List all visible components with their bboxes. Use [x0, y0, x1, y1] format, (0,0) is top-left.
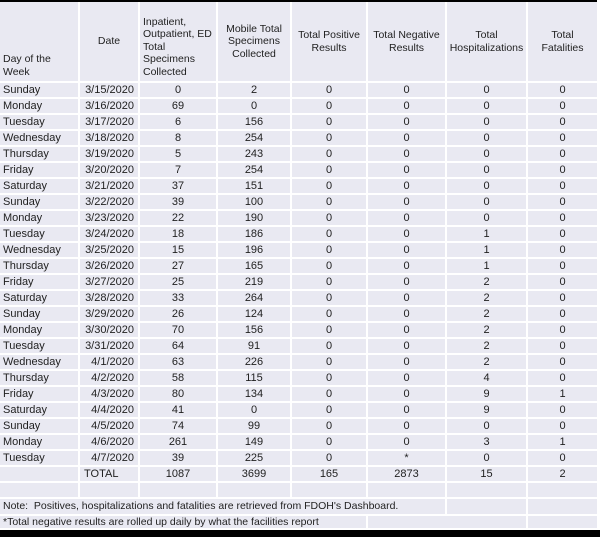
cell-day-of-week: Tuesday	[0, 227, 80, 243]
cell-positive-results: 0	[292, 259, 368, 275]
column-header-hospitalizations: Total Hospitalizations	[447, 2, 528, 83]
total-cell-positive-results: 165	[292, 467, 368, 483]
table-row	[0, 115, 597, 131]
cell-day-of-week: Sunday	[0, 419, 80, 435]
cell-date: 3/19/2020	[80, 147, 140, 163]
cell-day-of-week: Saturday	[0, 291, 80, 307]
cell-inpatient-specimens: 6	[140, 115, 218, 131]
total-row	[0, 467, 597, 483]
cell-hospitalizations: 0	[447, 179, 528, 195]
cell-date: 3/31/2020	[80, 339, 140, 355]
cell-negative-results: 0	[368, 403, 447, 419]
cell-positive-results: 0	[292, 451, 368, 467]
cell-fatalities: 1	[528, 435, 597, 451]
table-row	[0, 307, 597, 323]
cell-fatalities: 0	[528, 211, 597, 227]
cell-inpatient-specimens: 0	[140, 83, 218, 99]
cell-day-of-week: Saturday	[0, 403, 80, 419]
cell-negative-results: 0	[368, 115, 447, 131]
cell-mobile-specimens: 254	[218, 131, 292, 147]
cell-date: 4/7/2020	[80, 451, 140, 467]
empty-cell	[447, 483, 528, 499]
cell-inpatient-specimens: 5	[140, 147, 218, 163]
note-fdoh-dashboard: Note: Positives, hospitalizations and fatalities are retrieved from FDOH's Dashboard.	[0, 499, 447, 516]
cell-day-of-week: Thursday	[0, 371, 80, 387]
table-row	[0, 195, 597, 211]
cell-date: 4/1/2020	[80, 355, 140, 371]
cell-positive-results: 0	[292, 83, 368, 99]
table-row	[0, 291, 597, 307]
cell-fatalities: 0	[528, 339, 597, 355]
cell-day-of-week: Wednesday	[0, 355, 80, 371]
cell-day-of-week: Monday	[0, 323, 80, 339]
table-row	[0, 163, 597, 179]
table-row	[0, 323, 597, 339]
cell-fatalities: 0	[528, 355, 597, 371]
cell-fatalities: 0	[528, 371, 597, 387]
cell-mobile-specimens: 134	[218, 387, 292, 403]
table-row	[0, 403, 597, 419]
cell-day-of-week: Friday	[0, 163, 80, 179]
cell-hospitalizations: 0	[447, 451, 528, 467]
cell-inpatient-specimens: 33	[140, 291, 218, 307]
cell-positive-results: 0	[292, 243, 368, 259]
table-row	[0, 275, 597, 291]
cell-negative-results: 0	[368, 339, 447, 355]
cell-mobile-specimens: 149	[218, 435, 292, 451]
cell-negative-results: 0	[368, 227, 447, 243]
cell-positive-results: 0	[292, 211, 368, 227]
cell-date: 3/28/2020	[80, 291, 140, 307]
total-cell-day-of-week	[0, 467, 80, 483]
cell-mobile-specimens: 226	[218, 355, 292, 371]
table-row	[0, 355, 597, 371]
cell-positive-results: 0	[292, 195, 368, 211]
cell-mobile-specimens: 100	[218, 195, 292, 211]
table-row	[0, 131, 597, 147]
cell-fatalities: 1	[528, 387, 597, 403]
column-header-date: Date	[80, 2, 140, 83]
note-row-negative-results	[0, 516, 597, 530]
cell-hospitalizations: 0	[447, 211, 528, 227]
cell-negative-results: 0	[368, 291, 447, 307]
cell-day-of-week: Saturday	[0, 179, 80, 195]
cell-hospitalizations: 1	[447, 243, 528, 259]
cell-hospitalizations: 0	[447, 419, 528, 435]
cell-date: 3/29/2020	[80, 307, 140, 323]
cell-hospitalizations: 0	[447, 99, 528, 115]
cell-positive-results: 0	[292, 339, 368, 355]
cell-negative-results: 0	[368, 163, 447, 179]
cell-hospitalizations: 2	[447, 291, 528, 307]
cell-inpatient-specimens: 8	[140, 131, 218, 147]
cell-fatalities: 0	[528, 163, 597, 179]
cell-day-of-week: Monday	[0, 211, 80, 227]
cell-inpatient-specimens: 70	[140, 323, 218, 339]
cell-negative-results: 0	[368, 355, 447, 371]
cell-date: 4/3/2020	[80, 387, 140, 403]
cell-positive-results: 0	[292, 307, 368, 323]
cell-negative-results: 0	[368, 147, 447, 163]
cell-inpatient-specimens: 69	[140, 99, 218, 115]
column-header-inpatient-specimens: Inpatient, Outpatient, ED Total Specimens Collected	[140, 2, 218, 83]
cell-positive-results: 0	[292, 131, 368, 147]
cell-fatalities: 0	[528, 259, 597, 275]
total-cell-hospitalizations: 15	[447, 467, 528, 483]
cell-mobile-specimens: 156	[218, 323, 292, 339]
cell-inpatient-specimens: 27	[140, 259, 218, 275]
cell-fatalities: 0	[528, 451, 597, 467]
cell-date: 3/30/2020	[80, 323, 140, 339]
cell-inpatient-specimens: 7	[140, 163, 218, 179]
cell-hospitalizations: 3	[447, 435, 528, 451]
cell-fatalities: 0	[528, 307, 597, 323]
cell-day-of-week: Tuesday	[0, 115, 80, 131]
cell-mobile-specimens: 219	[218, 275, 292, 291]
cell-inpatient-specimens: 25	[140, 275, 218, 291]
cell-mobile-specimens: 225	[218, 451, 292, 467]
cell-date: 3/23/2020	[80, 211, 140, 227]
cell-hospitalizations: 9	[447, 387, 528, 403]
cell-hospitalizations: 1	[447, 259, 528, 275]
total-cell-mobile-specimens: 3699	[218, 467, 292, 483]
cell-negative-results: 0	[368, 435, 447, 451]
cell-mobile-specimens: 190	[218, 211, 292, 227]
cell-mobile-specimens: 196	[218, 243, 292, 259]
table-row	[0, 243, 597, 259]
cell-day-of-week: Tuesday	[0, 339, 80, 355]
empty-cell	[80, 483, 140, 499]
table-bottom-border	[0, 530, 600, 537]
column-header-positive-results: Total Positive Results	[292, 2, 368, 83]
column-header-fatalities: Total Fatalities	[528, 2, 597, 83]
cell-date: 3/15/2020	[80, 83, 140, 99]
cell-inpatient-specimens: 37	[140, 179, 218, 195]
cell-fatalities: 0	[528, 83, 597, 99]
cell-hospitalizations: 2	[447, 323, 528, 339]
cell-fatalities: 0	[528, 195, 597, 211]
cell-day-of-week: Tuesday	[0, 451, 80, 467]
empty-cell	[528, 483, 597, 499]
cell-hospitalizations: 0	[447, 131, 528, 147]
cell-positive-results: 0	[292, 291, 368, 307]
cell-day-of-week: Wednesday	[0, 243, 80, 259]
empty-cell	[0, 483, 80, 499]
cell-positive-results: 0	[292, 387, 368, 403]
cell-fatalities: 0	[528, 291, 597, 307]
cell-positive-results: 0	[292, 323, 368, 339]
total-cell-inpatient-specimens: 1087	[140, 467, 218, 483]
cell-date: 4/5/2020	[80, 419, 140, 435]
cell-positive-results: 0	[292, 419, 368, 435]
column-header-day-of-week: Day of the Week	[0, 2, 80, 83]
empty-cell	[528, 516, 597, 530]
cell-mobile-specimens: 2	[218, 83, 292, 99]
table-row	[0, 419, 597, 435]
cell-inpatient-specimens: 18	[140, 227, 218, 243]
cell-fatalities: 0	[528, 131, 597, 147]
table-row	[0, 147, 597, 163]
cell-positive-results: 0	[292, 179, 368, 195]
empty-cell	[368, 483, 447, 499]
cell-mobile-specimens: 165	[218, 259, 292, 275]
cell-inpatient-specimens: 58	[140, 371, 218, 387]
cell-positive-results: 0	[292, 99, 368, 115]
table-row	[0, 211, 597, 227]
cell-date: 3/20/2020	[80, 163, 140, 179]
cell-mobile-specimens: 186	[218, 227, 292, 243]
cell-inpatient-specimens: 64	[140, 339, 218, 355]
table-row	[0, 83, 597, 99]
column-header-mobile-specimens: Mobile Total Specimens Collected	[218, 2, 292, 83]
cell-date: 4/6/2020	[80, 435, 140, 451]
cell-inpatient-specimens: 63	[140, 355, 218, 371]
cell-hospitalizations: 0	[447, 147, 528, 163]
cell-positive-results: 0	[292, 227, 368, 243]
cell-negative-results: 0	[368, 179, 447, 195]
cell-positive-results: 0	[292, 275, 368, 291]
cell-mobile-specimens: 156	[218, 115, 292, 131]
cell-fatalities: 0	[528, 323, 597, 339]
cell-negative-results: 0	[368, 195, 447, 211]
cell-positive-results: 0	[292, 355, 368, 371]
empty-cell	[368, 516, 528, 530]
cell-fatalities: 0	[528, 115, 597, 131]
cell-hospitalizations: 2	[447, 275, 528, 291]
table-row	[0, 99, 597, 115]
cell-day-of-week: Thursday	[0, 147, 80, 163]
cell-hospitalizations: 0	[447, 83, 528, 99]
cell-inpatient-specimens: 261	[140, 435, 218, 451]
cell-negative-results: 0	[368, 131, 447, 147]
cell-negative-results: 0	[368, 419, 447, 435]
cell-negative-results: 0	[368, 323, 447, 339]
cell-day-of-week: Friday	[0, 387, 80, 403]
cell-negative-results: 0	[368, 387, 447, 403]
table-row	[0, 451, 597, 467]
cell-day-of-week: Sunday	[0, 83, 80, 99]
cell-inpatient-specimens: 41	[140, 403, 218, 419]
cell-mobile-specimens: 0	[218, 403, 292, 419]
empty-cell	[140, 483, 218, 499]
cell-positive-results: 0	[292, 147, 368, 163]
cell-fatalities: 0	[528, 227, 597, 243]
cell-hospitalizations: 4	[447, 371, 528, 387]
table-row	[0, 435, 597, 451]
cell-inpatient-specimens: 74	[140, 419, 218, 435]
cell-mobile-specimens: 115	[218, 371, 292, 387]
cell-fatalities: 0	[528, 147, 597, 163]
cell-date: 3/26/2020	[80, 259, 140, 275]
cell-mobile-specimens: 0	[218, 99, 292, 115]
cell-inpatient-specimens: 39	[140, 195, 218, 211]
column-header-negative-results: Total Negative Results	[368, 2, 447, 83]
cell-hospitalizations: 0	[447, 115, 528, 131]
cell-negative-results: 0	[368, 307, 447, 323]
cell-date: 3/27/2020	[80, 275, 140, 291]
empty-cell	[292, 483, 368, 499]
cell-mobile-specimens: 254	[218, 163, 292, 179]
table-row	[0, 179, 597, 195]
cell-negative-results: 0	[368, 83, 447, 99]
cell-fatalities: 0	[528, 403, 597, 419]
cell-date: 3/16/2020	[80, 99, 140, 115]
cell-hospitalizations: 2	[447, 339, 528, 355]
cell-negative-results: 0	[368, 275, 447, 291]
cell-hospitalizations: 1	[447, 227, 528, 243]
cell-inpatient-specimens: 15	[140, 243, 218, 259]
total-cell-date: TOTAL	[80, 467, 140, 483]
cell-mobile-specimens: 124	[218, 307, 292, 323]
cell-date: 3/25/2020	[80, 243, 140, 259]
cell-day-of-week: Sunday	[0, 195, 80, 211]
total-cell-negative-results: 2873	[368, 467, 447, 483]
cell-hospitalizations: 2	[447, 307, 528, 323]
cell-hospitalizations: 2	[447, 355, 528, 371]
cell-date: 3/17/2020	[80, 115, 140, 131]
cell-day-of-week: Sunday	[0, 307, 80, 323]
cell-fatalities: 0	[528, 419, 597, 435]
cell-day-of-week: Monday	[0, 435, 80, 451]
cell-mobile-specimens: 243	[218, 147, 292, 163]
cell-positive-results: 0	[292, 163, 368, 179]
total-cell-fatalities: 2	[528, 467, 597, 483]
cell-negative-results: 0	[368, 371, 447, 387]
cell-inpatient-specimens: 22	[140, 211, 218, 227]
cell-hospitalizations: 0	[447, 195, 528, 211]
empty-cell	[218, 483, 292, 499]
cell-inpatient-specimens: 39	[140, 451, 218, 467]
cell-inpatient-specimens: 80	[140, 387, 218, 403]
cell-negative-results: 0	[368, 243, 447, 259]
specimen-table-body	[0, 83, 597, 483]
cell-fatalities: 0	[528, 275, 597, 291]
cell-fatalities: 0	[528, 99, 597, 115]
cell-date: 3/18/2020	[80, 131, 140, 147]
cell-negative-results: 0	[368, 99, 447, 115]
cell-day-of-week: Thursday	[0, 259, 80, 275]
cell-negative-results: 0	[368, 259, 447, 275]
spacer-row	[0, 483, 597, 499]
table-row	[0, 371, 597, 387]
cell-date: 3/24/2020	[80, 227, 140, 243]
cell-mobile-specimens: 151	[218, 179, 292, 195]
empty-cell	[528, 499, 597, 516]
cell-positive-results: 0	[292, 371, 368, 387]
cell-date: 4/4/2020	[80, 403, 140, 419]
cell-positive-results: 0	[292, 435, 368, 451]
table-row	[0, 259, 597, 275]
cell-date: 4/2/2020	[80, 371, 140, 387]
table-row	[0, 387, 597, 403]
cell-day-of-week: Monday	[0, 99, 80, 115]
cell-hospitalizations: 0	[447, 163, 528, 179]
cell-day-of-week: Friday	[0, 275, 80, 291]
cell-inpatient-specimens: 26	[140, 307, 218, 323]
cell-negative-results: *	[368, 451, 447, 467]
note-negative-results: *Total negative results are rolled up daily by what the facilities report	[0, 516, 368, 530]
cell-date: 3/21/2020	[80, 179, 140, 195]
cell-positive-results: 0	[292, 403, 368, 419]
table-row	[0, 339, 597, 355]
cell-mobile-specimens: 264	[218, 291, 292, 307]
cell-mobile-specimens: 99	[218, 419, 292, 435]
empty-cell	[447, 499, 528, 516]
table-header-row	[0, 2, 597, 83]
cell-fatalities: 0	[528, 179, 597, 195]
cell-date: 3/22/2020	[80, 195, 140, 211]
table-row	[0, 227, 597, 243]
cell-mobile-specimens: 91	[218, 339, 292, 355]
cell-positive-results: 0	[292, 115, 368, 131]
cell-hospitalizations: 9	[447, 403, 528, 419]
cell-day-of-week: Wednesday	[0, 131, 80, 147]
cell-negative-results: 0	[368, 211, 447, 227]
note-row-fdoh	[0, 499, 597, 516]
cell-fatalities: 0	[528, 243, 597, 259]
